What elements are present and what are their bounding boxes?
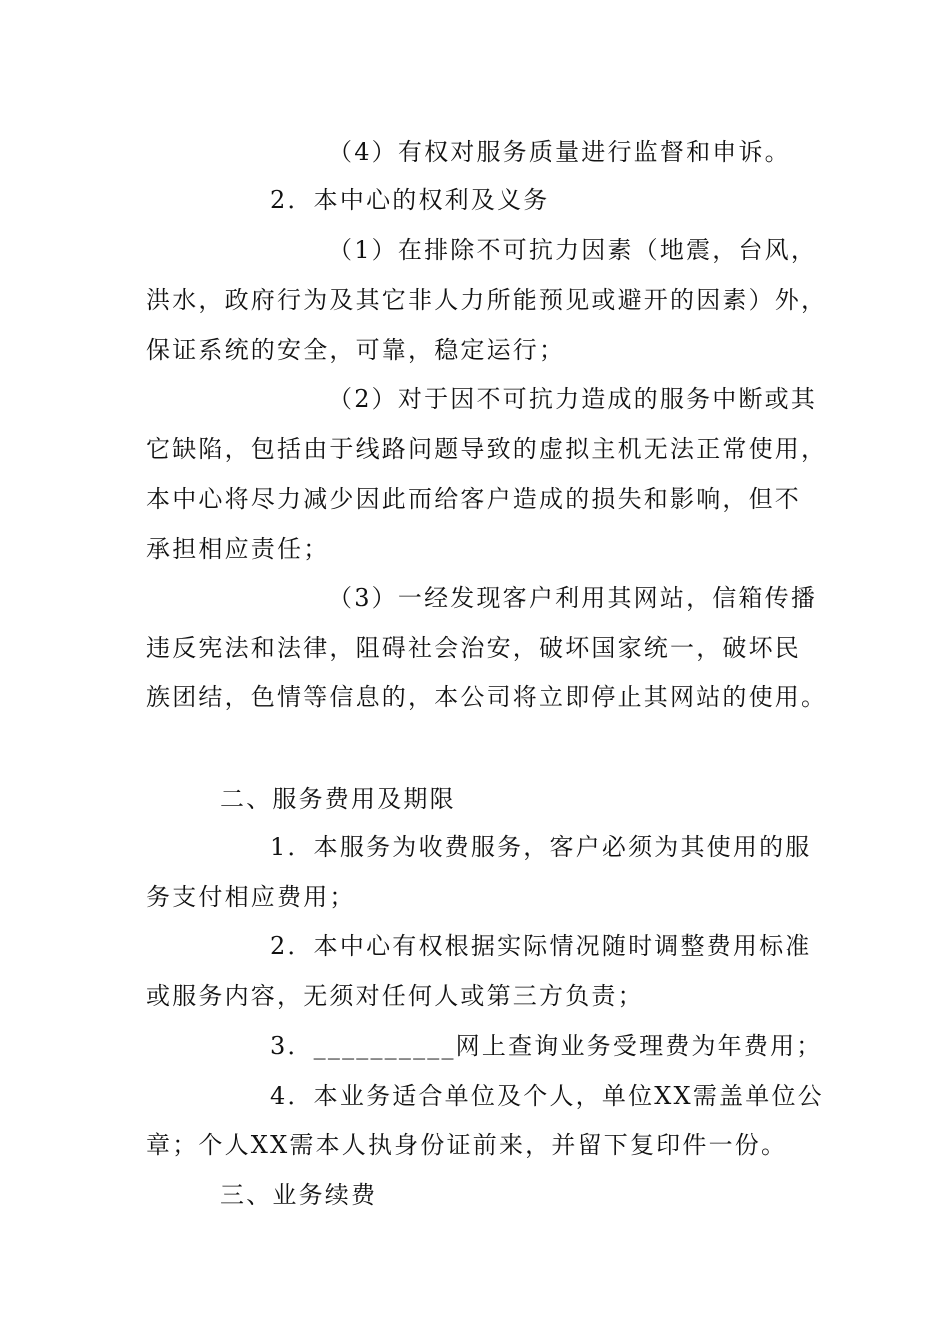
text-line-fee-1b: 务支付相应费用；: [146, 883, 356, 911]
text-line-duty-2d: 承担相应责任；: [146, 535, 330, 563]
text-line-fee-1a: 1．本服务为收费服务，客户必须为其使用的服: [270, 833, 812, 861]
text-line-duty-2b: 它缺陷，包括由于线路问题导致的虚拟主机无法正常使用，: [146, 435, 828, 463]
text-line-duty-1c: 保证系统的安全，可靠，稳定运行；: [146, 336, 566, 364]
text-line-duty-3a: （3）一经发现客户利用其网站，信箱传播: [328, 584, 818, 612]
text-line-fee-4b: 章；个人XX需本人执身份证前来，并留下复印件一份。: [146, 1131, 788, 1159]
text-line-fee-2a: 2．本中心有权根据实际情况随时调整费用标准: [270, 932, 812, 960]
text-line-duty-1a: （1）在排除不可抗力因素（地震，台风，: [328, 236, 818, 264]
text-line-duty-2a: （2）对于因不可抗力造成的服务中断或其: [328, 385, 818, 413]
text-line-duty-1b: 洪水，政府行为及其它非人力所能预见或避开的因素）外，: [146, 286, 828, 314]
text-line-fee-2b: 或服务内容，无须对任何人或第三方负责；: [146, 982, 644, 1010]
text-line-duty-3b: 违反宪法和法律，阻碍社会治安，破坏国家统一，破坏民: [146, 634, 801, 662]
text-line-fee-4a: 4．本业务适合单位及个人，单位XX需盖单位公: [270, 1082, 824, 1110]
section-heading-renewal: 三、业务续费: [220, 1181, 378, 1209]
text-line-fee-3: 3．__________网上查询业务受理费为年费用；: [270, 1032, 823, 1060]
text-line-duty-3c: 族团结，色情等信息的，本公司将立即停止其网站的使用。: [146, 683, 828, 711]
heading-center-rights: 2．本中心的权利及义务: [270, 186, 550, 214]
text-line-duty-2c: 本中心将尽力减少因此而给客户造成的损失和影响，但不: [146, 485, 801, 513]
section-heading-fees: 二、服务费用及期限: [220, 785, 456, 813]
text-line-rights-4: （4）有权对服务质量进行监督和申诉。: [328, 138, 791, 166]
